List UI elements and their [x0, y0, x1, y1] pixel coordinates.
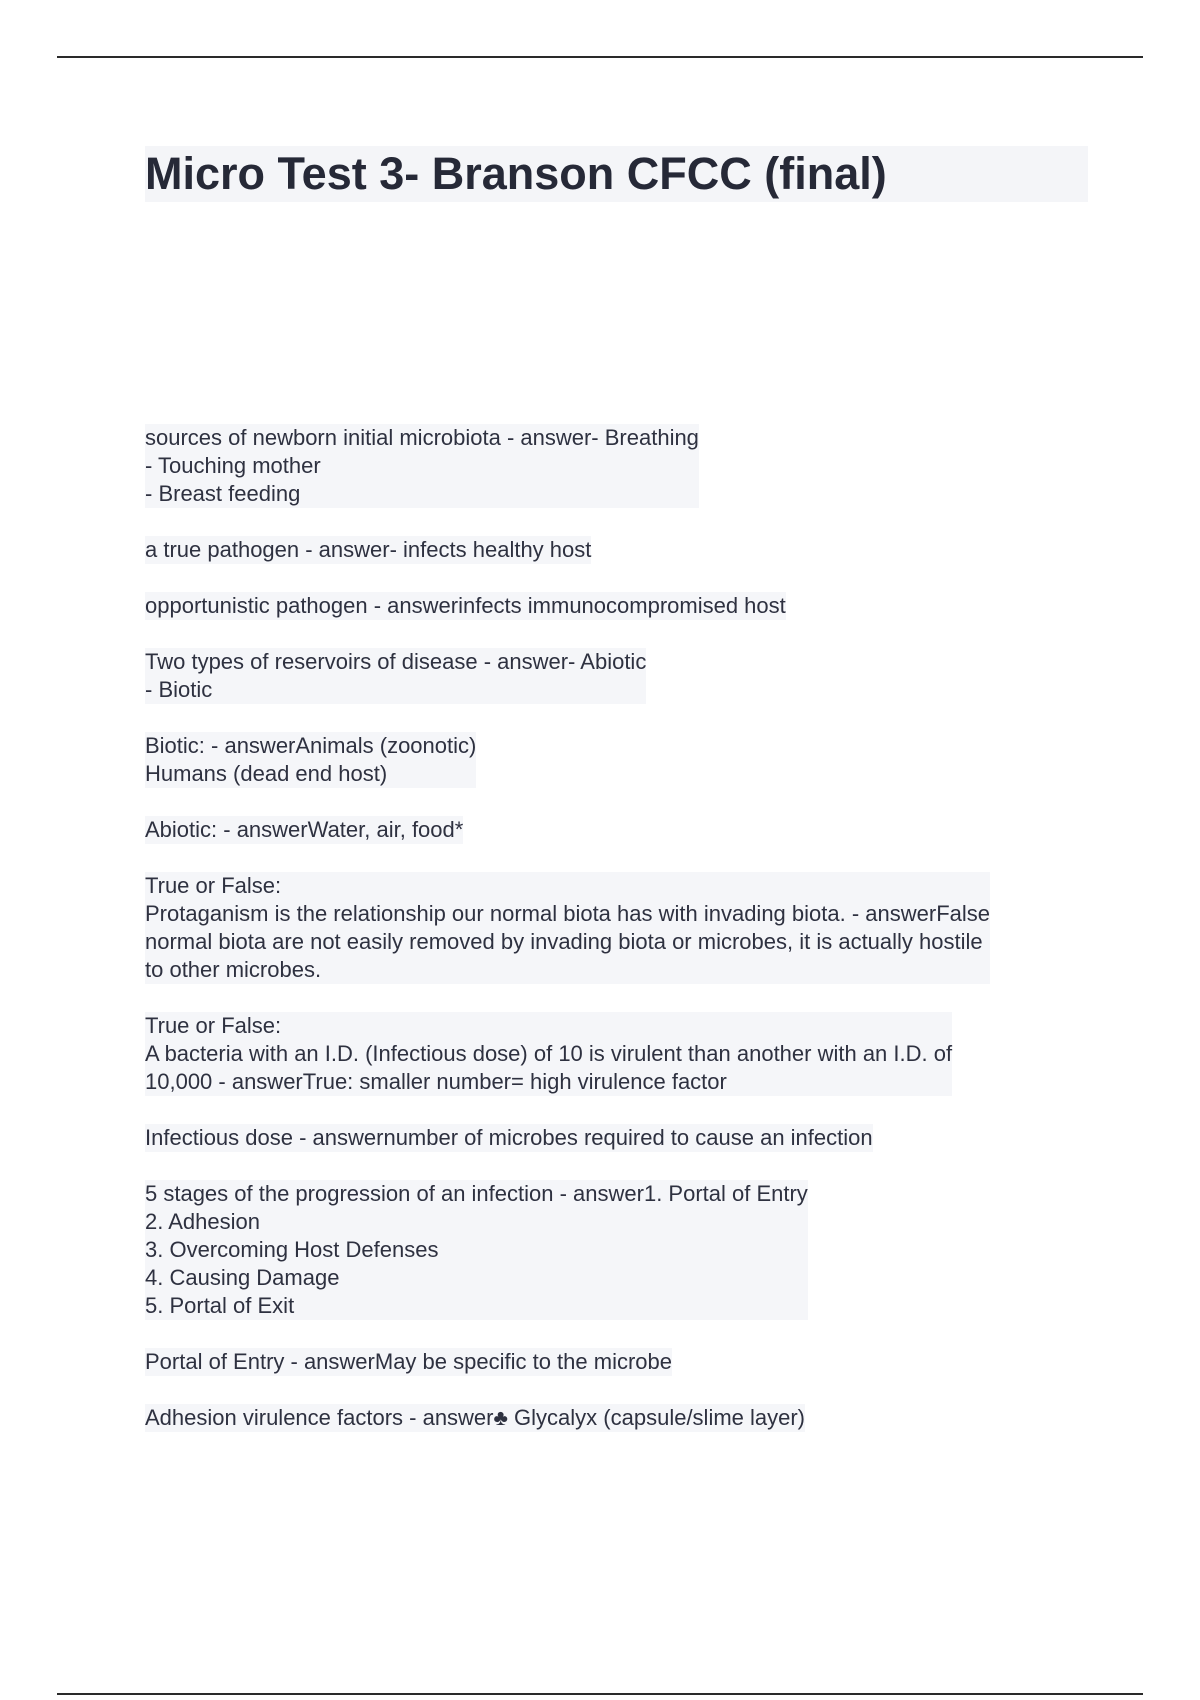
card-line: opportunistic pathogen - answerinfects immunocompromised host [145, 593, 786, 618]
flashcard [145, 592, 786, 620]
flashcard [145, 872, 990, 984]
flashcard-list [145, 424, 1095, 1460]
card-line: 3. Overcoming Host Defenses [145, 1237, 439, 1262]
card-line: True or False: [145, 873, 282, 898]
card-line: True or False: [145, 1013, 282, 1038]
card-line: a true pathogen - answer- infects healthy host [145, 537, 592, 562]
flashcard [145, 648, 646, 704]
flashcard [145, 1124, 873, 1152]
bottom-divider [57, 1693, 1143, 1695]
card-line: 10,000 - answerTrue: smaller number= high virulence factor [145, 1069, 727, 1094]
card-line: Biotic: - answerAnimals (zoonotic) [145, 733, 477, 758]
card-line: - Biotic [145, 677, 213, 702]
card-line: Portal of Entry - answerMay be specific to the microbe [145, 1349, 672, 1374]
top-divider [57, 56, 1143, 58]
card-line: 5. Portal of Exit [145, 1293, 295, 1318]
card-line: sources of newborn initial microbiota - answer- Breathing [145, 425, 699, 450]
flashcard [145, 732, 476, 788]
card-line: 4. Causing Damage [145, 1265, 340, 1290]
flashcard [145, 816, 463, 844]
card-line: Humans (dead end host) [145, 761, 388, 786]
card-line: Two types of reservoirs of disease - answer- Abiotic [145, 649, 647, 674]
card-line: Protaganism is the relationship our normal biota has with invading biota. - answerFalse [145, 901, 990, 926]
card-line: to other microbes. [145, 957, 322, 982]
flashcard [145, 1348, 672, 1376]
flashcard [145, 1404, 805, 1432]
flashcard [145, 536, 591, 564]
card-line: - Breast feeding [145, 481, 301, 506]
card-line: Adhesion virulence factors - answer♣ Glycalyx (capsule/slime layer) [145, 1405, 806, 1430]
card-line: A bacteria with an I.D. (Infectious dose) of 10 is virulent than another with an I.D. of [145, 1041, 953, 1066]
flashcard [145, 1180, 808, 1320]
card-line: Infectious dose - answernumber of microbes required to cause an infection [145, 1125, 873, 1150]
flashcard [145, 1012, 952, 1096]
flashcard [145, 424, 699, 508]
card-line: 2. Adhesion [145, 1209, 260, 1234]
card-line: - Touching mother [145, 453, 321, 478]
card-line: normal biota are not easily removed by invading biota or microbes, it is actually hostile [145, 929, 983, 954]
document-title: Micro Test 3- Branson CFCC (final) [145, 148, 887, 199]
card-line: Abiotic: - answerWater, air, food* [145, 817, 464, 842]
card-line: 5 stages of the progression of an infection - answer1. Portal of Entry [145, 1181, 808, 1206]
